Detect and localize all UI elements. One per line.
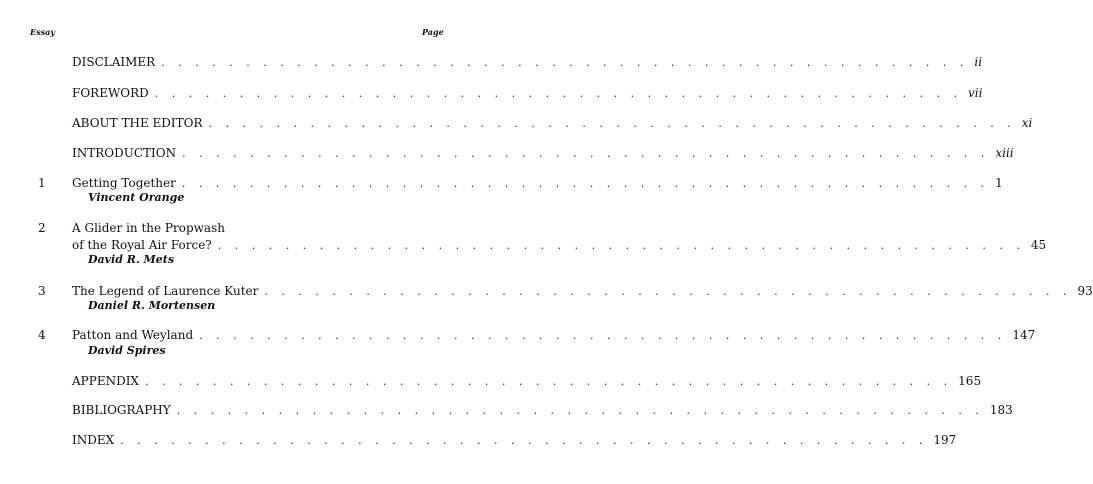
essay-author: David Spires [88,344,166,357]
toc-entry-title: FOREWORD [72,86,149,100]
toc-entry-about-the-editor[interactable] [72,116,1033,131]
essay-author: Daniel R. Mortensen [88,299,216,312]
essay-number: 4 [38,328,46,342]
toc-entry-disclaimer[interactable] [72,55,983,70]
toc-entry-title: INTRODUCTION [72,146,177,160]
toc-entry-page: 1 [995,176,1003,190]
toc-entry-page: 147 [1012,328,1036,342]
toc-entry-title: The Legend of Laurence Kuter [72,284,259,298]
toc-entry-page: xiii [995,146,1014,160]
toc-entry-title-line: A Glider in the Propwash [72,221,225,235]
essay-number: 3 [38,284,46,298]
dot-leader: . . . . . . . . . . . . . . . . . . . . . . . . . . . . . . . . . . . . . . . . . . . . . . . . [120,434,928,447]
essay-column-header: Essay [30,27,55,37]
toc-entry-essay-1[interactable] [72,176,1003,191]
toc-entry-page: 45 [1030,238,1047,252]
toc-entry-page: vii [967,86,983,100]
toc-entry-page: 165 [958,374,982,388]
page-column-header: Page [422,27,444,37]
toc-entry-essay-4[interactable] [72,328,1036,343]
toc-entry-index[interactable] [72,433,957,448]
toc-entry-title: APPENDIX [72,374,139,388]
dot-leader: . . . . . . . . . . . . . . . . . . . . . . . . . . . . . . . . . . . . . . . . . . . . . . . . [181,177,990,190]
toc-entry-title: of the Royal Air Force? [72,238,212,252]
dot-leader: . . . . . . . . . . . . . . . . . . . . . . . . . . . . . . . . . . . . . . . . . . . . . . . . [264,285,1072,298]
essay-number: 2 [38,221,46,235]
toc-entry-page: 183 [989,403,1013,417]
toc-entry-essay-2[interactable] [72,238,1047,253]
toc-entry-title: BIBLIOGRAPHY [72,403,171,417]
dot-leader: . . . . . . . . . . . . . . . . . . . . . . . . . . . . . . . . . . . . . . . . . . . . . . . . [208,117,1016,130]
toc-entry-essay-3[interactable] [72,284,1093,299]
essay-author: Vincent Orange [88,191,185,204]
toc-entry-title: DISCLAIMER [72,55,156,69]
toc-entry-title: INDEX [72,433,115,447]
toc-entry-page: 93 [1077,284,1093,298]
dot-leader: . . . . . . . . . . . . . . . . . . . . . . . . . . . . . . . . . . . . . . . . . . . . . . . . [199,329,1007,342]
dot-leader: . . . . . . . . . . . . . . . . . . . . . . . . . . . . . . . . . . . . . . . . . . . . . . . . [144,375,953,388]
toc-entry-title: Getting Together [72,176,176,190]
toc-entry-page: 197 [933,433,957,447]
dot-leader: . . . . . . . . . . . . . . . . . . . . . . . . . . . . . . . . . . . . . . . . . . . . . . . . [217,239,1025,252]
essay-author: David R. Mets [88,253,175,266]
toc-entry-page: xi [1021,116,1033,130]
essay-number: 1 [38,176,46,190]
dot-leader: . . . . . . . . . . . . . . . . . . . . . . . . . . . . . . . . . . . . . . . . . . . . . . . . [154,87,962,100]
dot-leader: . . . . . . . . . . . . . . . . . . . . . . . . . . . . . . . . . . . . . . . . . . . . . . . . [161,56,969,69]
toc-entry-title: ABOUT THE EDITOR [72,116,203,130]
toc-entry-appendix[interactable] [72,374,982,389]
dot-leader: . . . . . . . . . . . . . . . . . . . . . . . . . . . . . . . . . . . . . . . . . . . . . . . . [176,404,984,417]
toc-entry-foreword[interactable] [72,86,983,101]
toc-entry-page: ii [974,55,983,69]
toc-entry-title: Patton and Weyland [72,328,194,342]
toc-entry-introduction[interactable] [72,146,1014,161]
toc-entry-bibliography[interactable] [72,403,1013,418]
dot-leader: . . . . . . . . . . . . . . . . . . . . . . . . . . . . . . . . . . . . . . . . . . . . . . . . [182,147,990,160]
